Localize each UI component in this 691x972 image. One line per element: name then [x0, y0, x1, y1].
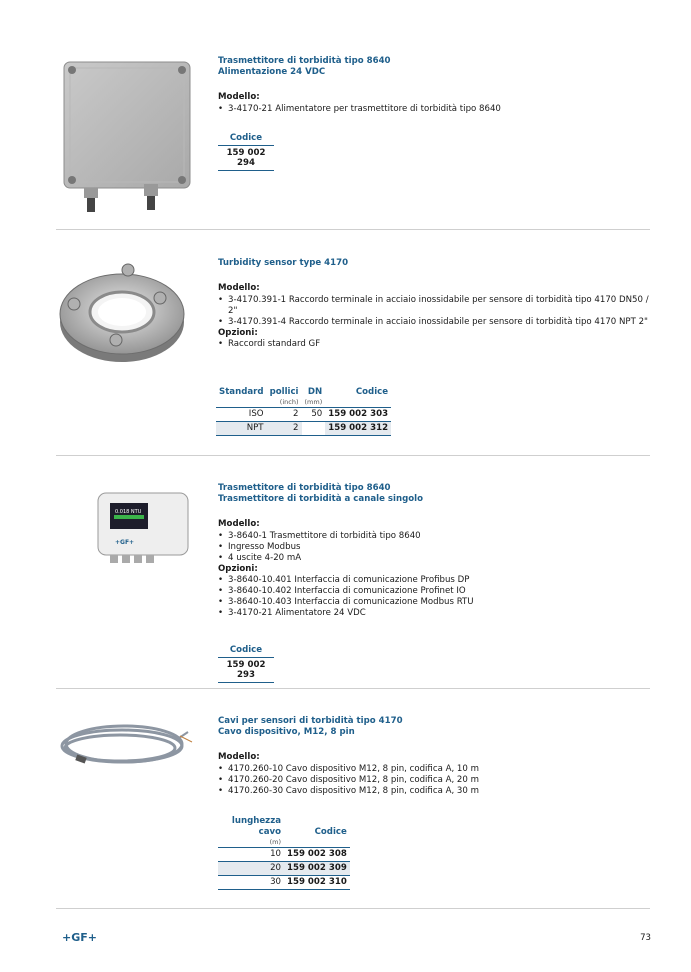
list-item: • 4170.260-20 Cavo dispositivo M12, 8 pin, codifica A, 20 m	[218, 775, 650, 786]
list-item: • 3-4170.391-1 Raccordo terminale in acciaio inossidabile per sensore di torbidità tipo 4170 DN50 / 2"	[218, 295, 650, 317]
table-row: 10 159 002 308	[218, 847, 350, 861]
screen-reading: 0.018 NTU	[115, 509, 142, 515]
list-item: • Raccordi standard GF	[218, 339, 650, 350]
list-item: • 3-8640-1 Trasmettitore di torbidità tipo 8640	[218, 531, 650, 542]
gf-logo-mark: +GF+	[115, 539, 135, 546]
product-title: Cavi per sensori di torbidità tipo 4170 Cavo dispositivo, M12, 8 pin	[218, 716, 403, 737]
opzioni-list	[218, 575, 650, 619]
unit-label: (mm)	[304, 398, 323, 406]
separator	[56, 455, 650, 456]
list-item: • 3-4170-21 Alimentatore 24 VDC	[218, 608, 650, 619]
separator	[56, 229, 650, 230]
modello-list	[218, 295, 650, 328]
column-header: Codice	[355, 387, 389, 397]
product-title: Turbidity sensor type 4170	[218, 258, 349, 268]
modello-list	[218, 104, 650, 115]
modello-label: Modello:	[218, 752, 260, 762]
unit-label: (inch)	[279, 398, 299, 406]
column-header: DN	[307, 387, 323, 397]
modello-list	[218, 764, 650, 797]
code-value: 159 002 293	[218, 658, 274, 683]
spec-table	[216, 387, 391, 436]
power-supply-box-image	[58, 56, 198, 216]
code-header: Codice	[218, 133, 274, 146]
code-box	[218, 645, 274, 683]
modello-list	[218, 531, 650, 564]
product-4170-sensor-fitting	[56, 258, 650, 448]
list-item: • 4170.260-10 Cavo dispositivo M12, 8 pin, codifica A, 10 m	[218, 764, 650, 775]
gf-logo: +GF+	[62, 931, 97, 944]
product-4170-cable	[56, 716, 650, 896]
list-item: • 3-8640-10.402 Interfaccia di comunicazione Profinet IO	[218, 586, 650, 597]
opzioni-list	[218, 339, 650, 350]
column-header: Codice	[314, 827, 347, 837]
list-item: • 3-8640-10.401 Interfaccia di comunicazione Profibus DP	[218, 575, 650, 586]
unit-label: (m)	[269, 838, 281, 846]
modello-label: Modello:	[218, 92, 260, 102]
product-title: Trasmettitore di torbidità tipo 8640 Trasmettitore di torbidità a canale singolo	[218, 483, 423, 504]
code-value: 159 002 294	[218, 146, 274, 171]
opzioni-label: Opzioni:	[218, 328, 258, 338]
list-item: • 3-4170.391-4 Raccordo terminale in acciaio inossidabile per sensore di torbidità tipo 4170 NPT 2"	[218, 317, 650, 328]
product-8640-power-supply	[56, 56, 650, 216]
table-row: ISO 2 50 159 002 303	[216, 407, 391, 421]
column-header: Standard	[219, 387, 264, 397]
separator	[56, 908, 650, 909]
modello-label: Modello:	[218, 519, 260, 529]
list-item: • 3-8640-10.403 Interfaccia di comunicazione Modbus RTU	[218, 597, 650, 608]
column-header: lunghezza cavo	[231, 816, 281, 837]
cable-table	[218, 816, 350, 890]
list-item: • 4 uscite 4-20 mA	[218, 553, 650, 564]
code-header: Codice	[218, 645, 274, 658]
table-row: 20 159 002 309	[218, 861, 350, 875]
separator	[56, 688, 650, 689]
page-number: 73	[640, 933, 651, 943]
modello-label: Modello:	[218, 283, 260, 293]
list-item: • 3-4170-21 Alimentatore per trasmettitore di torbidità tipo 8640	[218, 104, 650, 115]
list-item: • 4170.260-30 Cavo dispositivo M12, 8 pin, codifica A, 30 m	[218, 786, 650, 797]
table-row: 30 159 002 310	[218, 875, 350, 889]
code-box	[218, 133, 274, 171]
column-header: pollici	[269, 387, 299, 397]
list-item: • Ingresso Modbus	[218, 542, 650, 553]
stainless-fitting-image	[56, 260, 188, 368]
opzioni-label: Opzioni:	[218, 564, 258, 574]
table-row: NPT 2 159 002 312	[216, 421, 391, 435]
transmitter-display-image	[96, 491, 196, 571]
product-8640-transmitter	[56, 483, 650, 680]
m12-cable-image	[58, 718, 194, 778]
product-title: Trasmettitore di torbidità tipo 8640 Alimentazione 24 VDC	[218, 56, 391, 77]
